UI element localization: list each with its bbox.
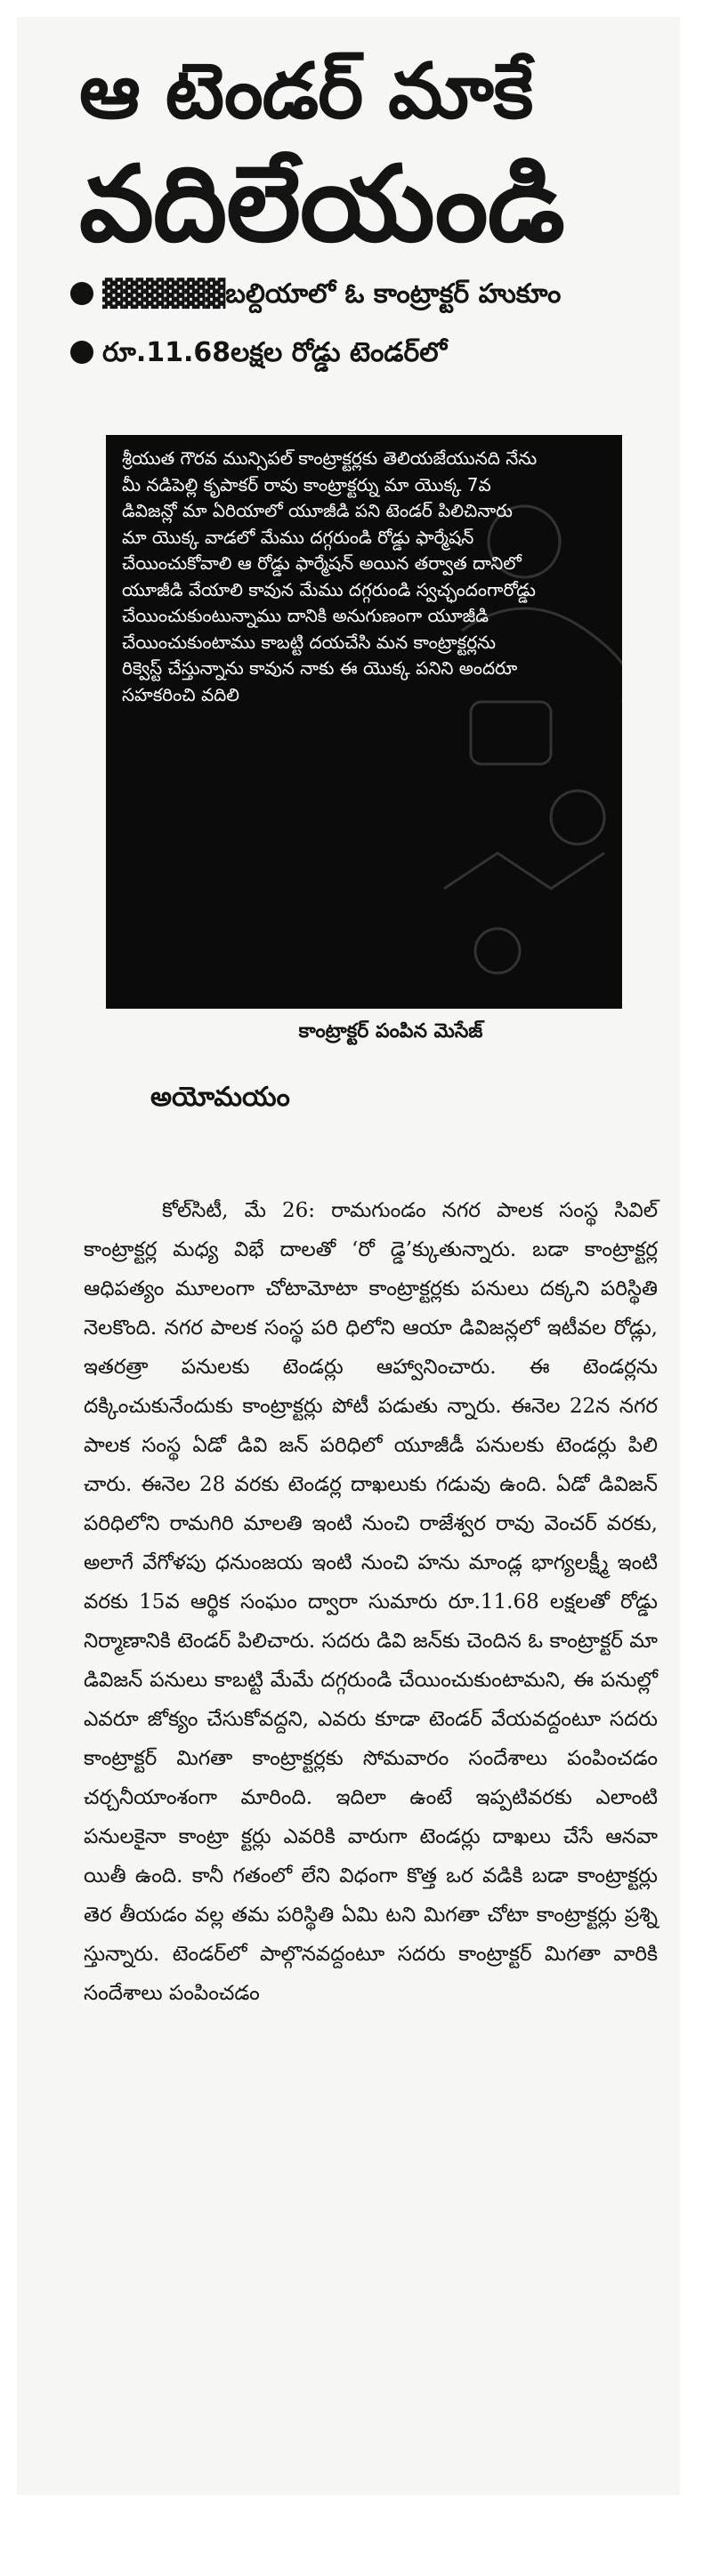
sub-heading: అయోమయం xyxy=(150,1082,290,1113)
bullet-list xyxy=(70,275,658,392)
headline-line-1: ఆ టెండర్‌ మాకే xyxy=(79,47,533,136)
headline-line-2: వదిలేయండి xyxy=(79,142,564,265)
message-text: శ్రీయుత గౌరవ మున్సిపల్‌ కాంట్రాక్టర్లకు తెలియజేయునది నేను మీ నడిపెల్లి కృపాకర్‌ రావు కాంట్రాక్టర్ను మా యొక్క 7వ డివిజన్లో మా ఏరియాలో యూజీడి పని టెండర్‌ పిలిచినారు మా యొక్క వాడలో మేము దగ్గరుండి రోడ్డు ఫార్మేషన్‌ చేయించుకోవాలి ఆ రోడ్డు ఫార్మేషన్‌ అయిన తర్వాత దానిలో యూజీడి వేయాలి కావున మేము దగ్గరుండి స్వచ్ఛందంగారోడ్డు చేయించుకుంటున్నాము దానికి అనుగుణంగా యూజీడి చేయించుకుంటాము కాబట్టి దయచేసి మన కాంట్రాక్టర్లను రిక్వెస్ట్‌ చేస్తున్నాను కావున నాకు ఈ యొక్క పనిని అందరూ సహకరించి వదిలి xyxy=(122,447,538,705)
bullet-dot-icon xyxy=(70,341,93,364)
message-screenshot-image xyxy=(106,435,622,1009)
newspaper-clipping xyxy=(17,17,680,2495)
article-paragraph: కోల్‌సిటీ, మే 26: రామగుండం నగర పాలక సంస్థ సివిల్‌ కాంట్రాక్టర్ల మధ్య విభే దాలతో ‘రో డ్డె’క్కుతున్నారు. బడా కాంట్రాక్టర్ల ఆధిపత్యం మూలంగా చోటామోటా కాంట్రాక్టర్లకు పనులు దక్కని పరిస్థితి నెలకొంది. నగర పాలక సంస్థ పరి ధిలోని ఆయా డివిజన్లలో ఇటీవల రోడ్లు, ఇతరత్రా పనులకు టెండర్లు ఆహ్వానించారు. ఈ టెండర్లను దక్కించుకునేందుకు కాంట్రాక్టర్లు పోటీ పడుతు న్నారు. ఈనెల 22న నగర పాలక సంస్థ ఏడో డివి జన్‌ పరిధిలో యూజీడీ పనులకు టెండర్లు పిలి చారు. ఈనెల 28 వరకు టెండర్ల దాఖలుకు గడువు ఉంది. ఏడో డివిజన్‌ పరిధిలోని రామగిరి మాలతి ఇంటి నుంచి రాజేశ్వర రావు వెంచర్‌ వరకు, అలాగే వేగోళపు ధనుంజయ ఇంటి నుంచి హను మాండ్ల భాగ్యలక్ష్మీ ఇంటి వరకు 15వ ఆర్థిక సంఘం ద్వారా సుమారు రూ.11.68 లక్షలతో రోడ్డు నిర్మాణానికి టెండర్‌ పిలిచారు. సదరు డివి జన్‌కు చెందిన ఓ కాంట్రాక్టర్‌ మా డివిజన్‌ పనులు కాబట్టి మేమే దగ్గరుండి చేయించుకుంటామని, ఈ పనుల్లో ఎవరూ జోక్యం చేసుకోవద్దని, ఎవరు కూడా టెండర్‌ వేయవద్దంటూ సదరు కాంట్రాక్టర్‌ మిగతా కాంట్రాక్టర్లకు సోమవారం సందేశాలు పంపించడం చర్చనీయాంశంగా మారింది. ఇదిలా ఉంటే ఇప్పటివరకు ఎలాంటి పనులకైనా కాంట్రా క్టర్లు ఎవరికి వారుగా టెండర్లు దాఖలు చేసే ఆనవా యితీ ఉంది. కానీ గతంలో లేని విధంగా కొత్త ఒర వడికి బడా కాంట్రాక్టర్లు తెర తీయడం వల్ల తమ పరిస్థితి ఏమి టని మిగతా చోటా కాంట్రాక్టర్లు ప్రశ్ని స్తున్నారు. టెండర్‌లో పాల్గొనవద్దంటూ సదరు కాంట్రాక్టర్‌ మిగతా వారికి సందేశాలు పంపించడం xyxy=(84,1199,658,2005)
bullet-item xyxy=(70,275,658,314)
bullet-item xyxy=(70,334,658,373)
bullet-text: ▓▓▓▓▓▓బల్దియాలో ఓ కాంట్రాక్టర్‌ హుకూం xyxy=(102,278,562,310)
headline xyxy=(79,42,667,266)
bullet-text: రూ.11.68లక్షల రోడ్డు టెండర్‌లో xyxy=(102,337,448,368)
bullet-dot-icon xyxy=(70,282,93,305)
article-body xyxy=(84,1191,658,2013)
image-caption: కాంట్రాక్టర్‌ పంపిన మెసేజ్‌ xyxy=(298,1020,483,1042)
